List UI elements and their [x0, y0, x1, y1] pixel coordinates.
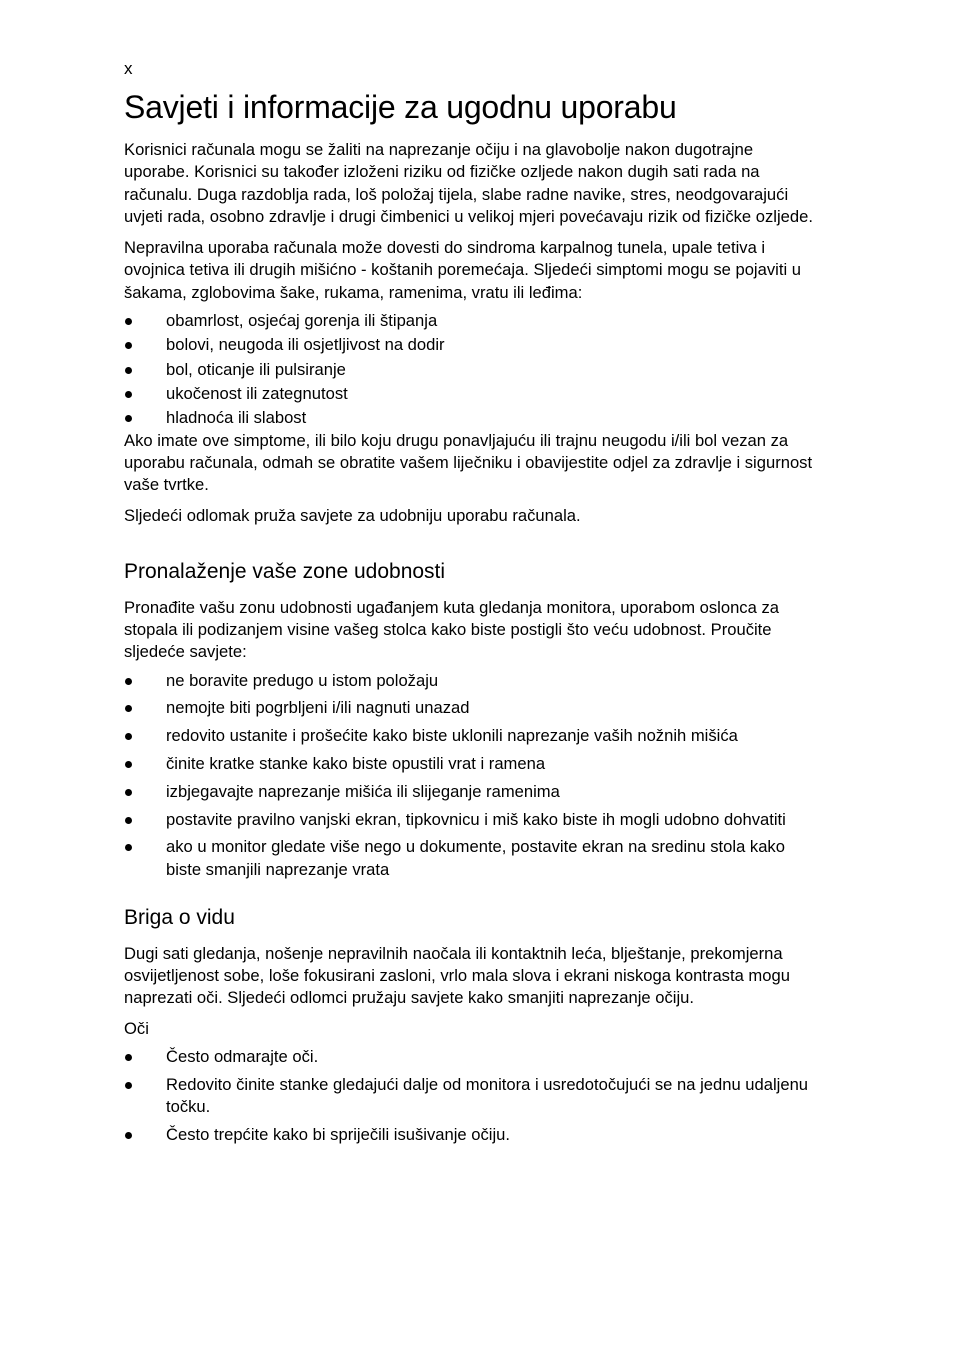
- list-item: ako u monitor gledate više nego u dokumente, postavite ekran na sredinu stola kako biste smanjili naprezanje vrata: [124, 836, 814, 881]
- bullet-icon: [125, 318, 132, 325]
- intro-paragraph-2: Nepravilna uporaba računala može dovesti do sindroma karpalnog tunela, upale tetiva i ovojnica tetiva ili drugih mišićno - koštanih poremećaja. Sljedeći simptomi mogu se pojaviti u šakama, zglobovima šake, rukama, ramenima, vratu ili leđima:: [124, 238, 801, 302]
- list-item: bolovi, neugoda ili osjetljivost na dodir: [124, 334, 814, 356]
- vision-subheading: Oči: [124, 1019, 149, 1039]
- bullet-icon: [125, 705, 132, 712]
- bullet-icon: [125, 733, 132, 740]
- bullet-icon: [125, 678, 132, 685]
- list-item: bol, oticanje ili pulsiranje: [124, 359, 814, 381]
- bullet-icon: [125, 789, 132, 796]
- intro-paragraph-4: Sljedeći odlomak pruža savjete za udobniju uporabu računala.: [124, 506, 581, 526]
- list-item: redovito ustanite i prošećite kako biste uklonili naprezanje vaših nožnih mišića: [124, 725, 814, 747]
- intro-paragraph-3: Ako imate ove simptome, ili bilo koju drugu ponavljajuću ili trajnu neugodu i/ili bol vezan za uporabu računala, odmah se obratite vašem liječniku i obavijestite odjel za zdravlje i sigurnost vaše tvrtke.: [124, 430, 813, 495]
- bullet-icon: [125, 342, 132, 349]
- page-title: Savjeti i informacije za ugodnu uporabu: [124, 89, 677, 125]
- comfort-tips-list: [124, 670, 814, 881]
- list-item: Često odmarajte oči.: [124, 1046, 814, 1068]
- list-item: Često trepćite kako bi spriječili isušivanje očiju.: [124, 1124, 814, 1146]
- page-number: x: [124, 59, 133, 78]
- list-item: obamrlost, osjećaj gorenja ili štipanja: [124, 310, 814, 332]
- bullet-icon: [125, 1054, 132, 1061]
- bullet-icon: [125, 844, 132, 851]
- bullet-icon: [125, 761, 132, 768]
- bullet-icon: [125, 391, 132, 398]
- section-heading-comfort: Pronalaženje vaše zone udobnosti: [124, 559, 446, 583]
- bullet-icon: [125, 817, 132, 824]
- list-item: činite kratke stanke kako biste opustili vrat i ramena: [124, 753, 814, 775]
- document-page: [124, 58, 814, 1151]
- list-item: hladnoća ili slabost: [124, 407, 814, 429]
- bullet-icon: [125, 415, 132, 422]
- section-heading-vision: Briga o vidu: [124, 905, 235, 929]
- vision-paragraph: Dugi sati gledanja, nošenje nepravilnih naočala ili kontaktnih leća, blještanje, prekomjerna osvijetljenost sobe, loše fokusirani zasloni, vrlo mala slova i ekrani niskoga kontrasta mogu naprezati oči. Sljedeći odlomci pružaju savjete kako smanjiti naprezanje očiju.: [124, 943, 790, 1008]
- list-item: ukočenost ili zategnutost: [124, 383, 814, 405]
- list-item: postavite pravilno vanjski ekran, tipkovnicu i miš kako biste ih mogli udobno dohvatiti: [124, 809, 814, 831]
- intro-paragraph-1: Korisnici računala mogu se žaliti na naprezanje očiju i na glavobolje nakon dugotrajne uporabe. Korisnici su također izloženi riziku od fizičke ozljede nakon dugih sati rada na računalu. Duga razdoblja rada, loš položaj tijela, slabe radne navike, stres, neodgovarajući uvjeti rada, osobno zdravlje i drugi čimbenici u velikoj mjeri povećavaju rizik od fizičke ozljede.: [124, 140, 813, 226]
- eye-tips-list: [124, 1046, 814, 1146]
- bullet-icon: [125, 1082, 132, 1089]
- list-item: ne boravite predugo u istom položaju: [124, 670, 814, 692]
- bullet-icon: [125, 367, 132, 374]
- bullet-icon: [125, 1132, 132, 1139]
- symptoms-list: [124, 310, 814, 429]
- comfort-paragraph: Pronađite vašu zonu udobnosti ugađanjem kuta gledanja monitora, uporabom oslonca za stopala ili podizanjem visine vašeg stolca kako biste postigli što veću udobnost. Proučite sljedeće savjete:: [124, 597, 779, 662]
- list-item: izbjegavajte naprezanje mišića ili slijeganje ramenima: [124, 781, 814, 803]
- list-item: Redovito činite stanke gledajući dalje od monitora i usredotočujući se na jednu udaljenu točku.: [124, 1074, 814, 1119]
- list-item: nemojte biti pogrbljeni i/ili nagnuti unazad: [124, 697, 814, 719]
